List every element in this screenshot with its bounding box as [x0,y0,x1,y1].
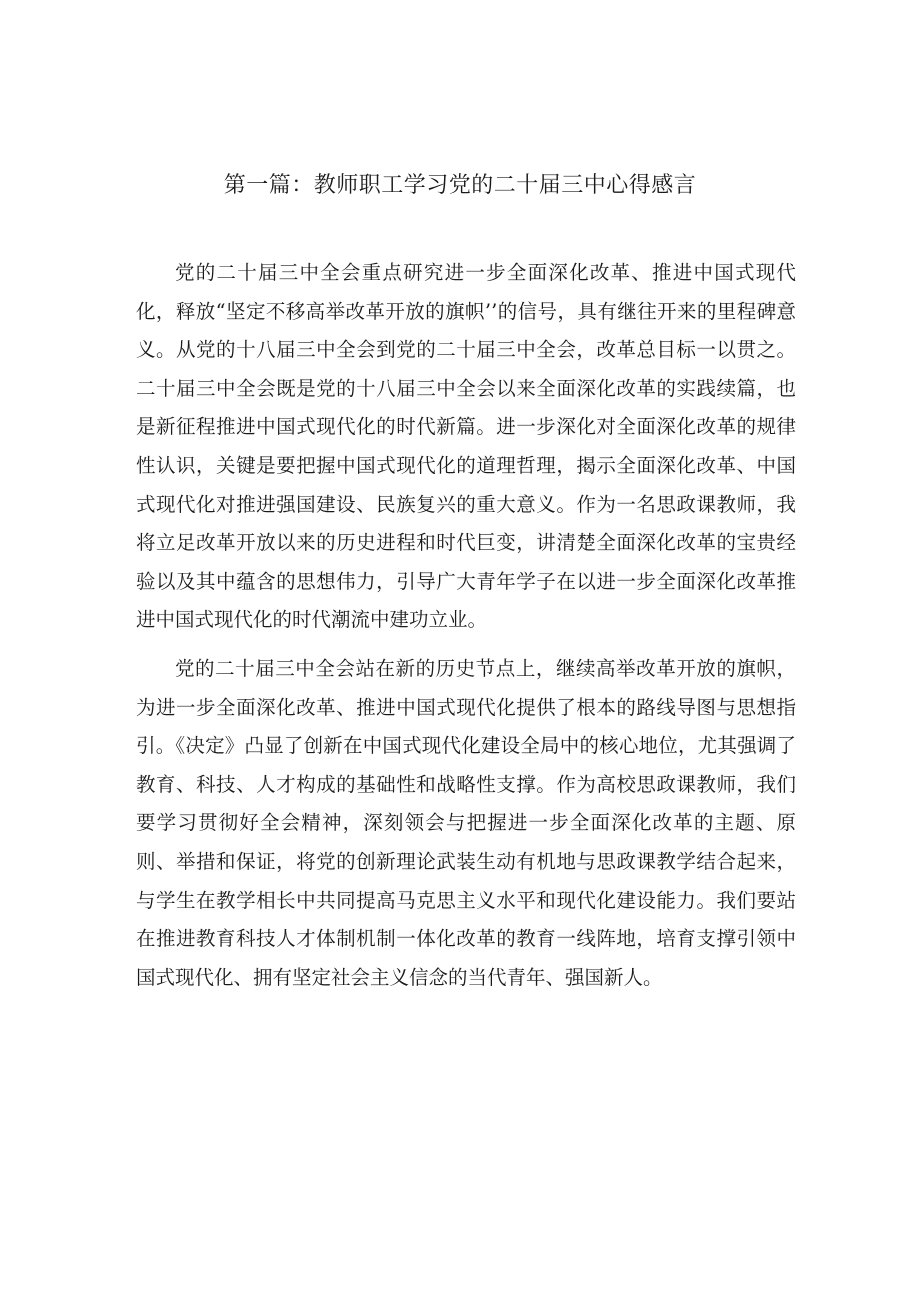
paragraph-2: 党的二十届三中全会站在新的历史节点上，继续高举改革开放的旗帜，为进一步全面深化改革、推进中国式现代化提供了根本的路线导图与思想指引。《决定》凸显了创新在中国式现代化建设全局中的核心地位，尤其强调了教育、科技、人才构成的基础性和战略性支撑。作为高校思政课教师，我们要学习贯彻好全会精神，深刻领会与把握进一步全面深化改革的主题、原则、举措和保证，将党的创新理论武装生动有机地与思政课教学结合起来，与学生在教学相长中共同提高马克思主义水平和现代化建设能力。我们要站在推进教育科技人才体制机制一体化改革的教育一线阵地，培育支撑引领中国式现代化、拥有坚定社会主义信念的当代青年、强国新人。 [136,656,796,989]
paragraph-1: 党的二十届三中全会重点研究进一步全面深化改革、推进中国式现代化，释放“坚定不移高举改革开放的旗帜’’的信号，具有继往开来的里程碑意义。从党的十八届三中全会到党的二十届三中全会，改革总目标一以贯之。二十届三中全会既是党的十八届三中全会以来全面深化改革的实践续篇，也是新征程推进中国式现代化的时代新篇。进一步深化对全面深化改革的规律性认识，关键是要把握中国式现代化的道理哲理，揭示全面深化改革、中国式现代化对推进强国建设、民族复兴的重大意义。作为一名思政课教师，我将立足改革开放以来的历史进程和时代巨变，讲清楚全面深化改革的宝贵经验以及其中蕴含的思想伟力，引导广大青年学子在以进一步全面深化改革推进中国式现代化的时代潮流中建功立业。 [136,261,796,632]
document-body [136,254,796,1007]
document-title: 第一篇：教师职工学习党的二十届三中心得感言 [223,173,697,198]
